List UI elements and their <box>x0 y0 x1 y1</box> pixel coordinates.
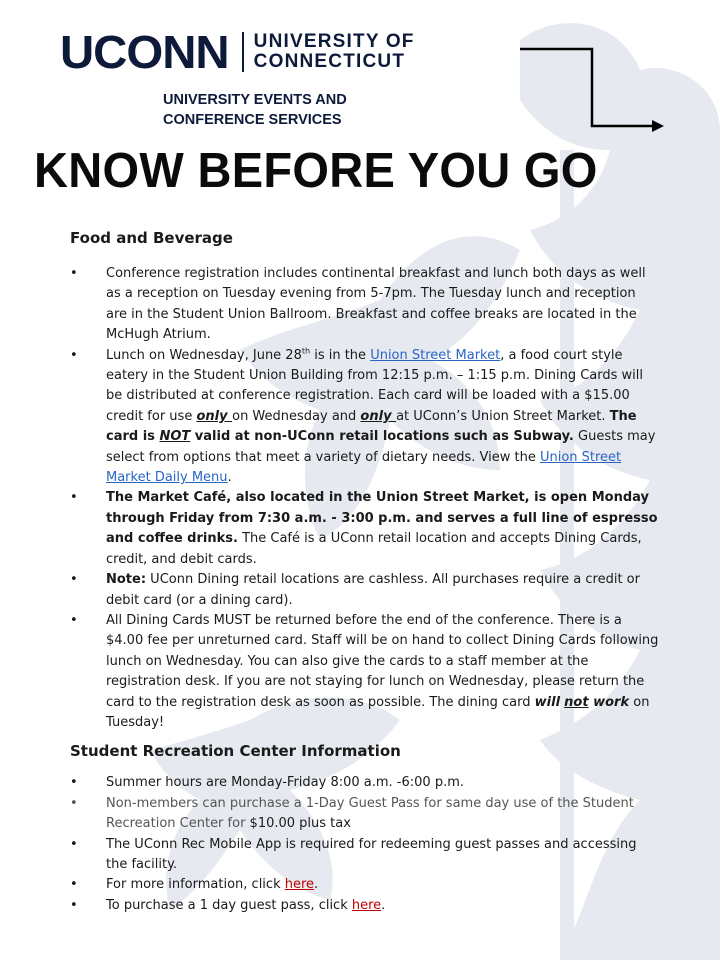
department-line2: CONFERENCE SERVICES <box>163 112 342 128</box>
more-info-link[interactable]: here <box>284 877 315 893</box>
page-title: KNOW BEFORE YOU GO <box>34 144 598 198</box>
document-body <box>70 224 660 916</box>
food-item-5: • All Dining Cards MUST be returned before the end of the conference. There is a $4.00 fee per unreturned card. Staff will be on hand to collect Dining Cards following lunch on Wednesday. You can also give the cards to a staff member at the registration desk. If you are not staying for lunch on Wednesday, please return the card to the registration desk as soon as possible. The dining card will not work on Tuesday! <box>70 612 659 730</box>
uconn-wordmark: UCONN <box>60 26 229 78</box>
university-name <box>254 32 415 72</box>
department-name <box>163 90 347 130</box>
rec-item-2: • Non-members can purchase a 1-Day Guest Pass for same day use of the Student Recreation Center for $10.00 plus tax <box>70 795 634 832</box>
bullet-icon: • <box>70 836 78 852</box>
bullet-icon: • <box>70 877 78 893</box>
rec-item-4: • For more information, click here. <box>70 875 660 895</box>
uconn-logo <box>60 26 415 78</box>
bullet-icon: • <box>70 612 78 628</box>
university-name-line2: CONNECTICUT <box>253 51 406 72</box>
food-item-4: • Note: UConn Dining retail locations are cashless. All purchases require a credit or debit card (or a dining card). <box>70 572 640 608</box>
guest-pass-link[interactable]: here <box>351 897 382 913</box>
bullet-icon: • <box>70 347 78 363</box>
food-item-2: • Lunch on Wednesday, June 28th is in the Union Street Market, a food court style eatery in the Student Union Building from 12:15 p.m. – 1:15 p.m. Dining Cards will be distributed at conference registration. Each card will be loaded with a $15.00 credit for use only on Wednesday and only at UConn’s Union Street Market. The card is NOT valid at non-UConn retail locations such as Subway. Guests may select from options that meet a variety of dietary needs. View the Union Street Market Daily Menu. <box>70 346 656 486</box>
logo-divider <box>242 32 244 72</box>
rec-heading: Student Recreation Center Information <box>70 742 401 761</box>
food-item-1: • Conference registration includes continental breakfast and lunch both days as well as a reception on Tuesday evening from 5-7pm. The Tuesday lunch and reception are in the Student Union Ballroom. Breakfast and coffee breaks are located in the McHugh Atrium. <box>70 266 646 343</box>
bullet-icon: • <box>70 775 78 791</box>
daily-menu-link[interactable]: Union Street Market Daily Menu <box>106 449 622 486</box>
rec-item-1: • Summer hours are Monday-Friday 8:00 a.m. -6:00 p.m. <box>70 773 660 793</box>
rec-item-5: • To purchase a 1 day guest pass, click here. <box>70 896 660 916</box>
department-line1: UNIVERSITY EVENTS AND <box>163 92 347 108</box>
corner-arrow-icon <box>518 44 668 136</box>
food-list <box>70 264 660 733</box>
union-street-market-link[interactable]: Union Street Market <box>370 347 501 363</box>
food-heading: Food and Beverage <box>70 229 233 247</box>
bullet-icon: • <box>70 572 78 588</box>
university-name-line1: UNIVERSITY OF <box>253 31 415 52</box>
rec-list <box>70 773 660 916</box>
bullet-icon: • <box>70 897 78 913</box>
bullet-icon: • <box>70 795 78 811</box>
bullet-icon: • <box>70 266 78 281</box>
rec-item-3: • The UConn Rec Mobile App is required for redeeming guest passes and accessing the facility. <box>70 836 637 872</box>
food-item-3: • The Market Café, also located in the Union Street Market, is open Monday through Friday from 7:30 a.m. - 3:00 p.m. and serves a full line of espresso and coffee drinks. The Café is a UConn retail location and accepts Dining Cards, credit, and debit cards. <box>70 490 658 567</box>
bullet-icon: • <box>70 490 78 506</box>
